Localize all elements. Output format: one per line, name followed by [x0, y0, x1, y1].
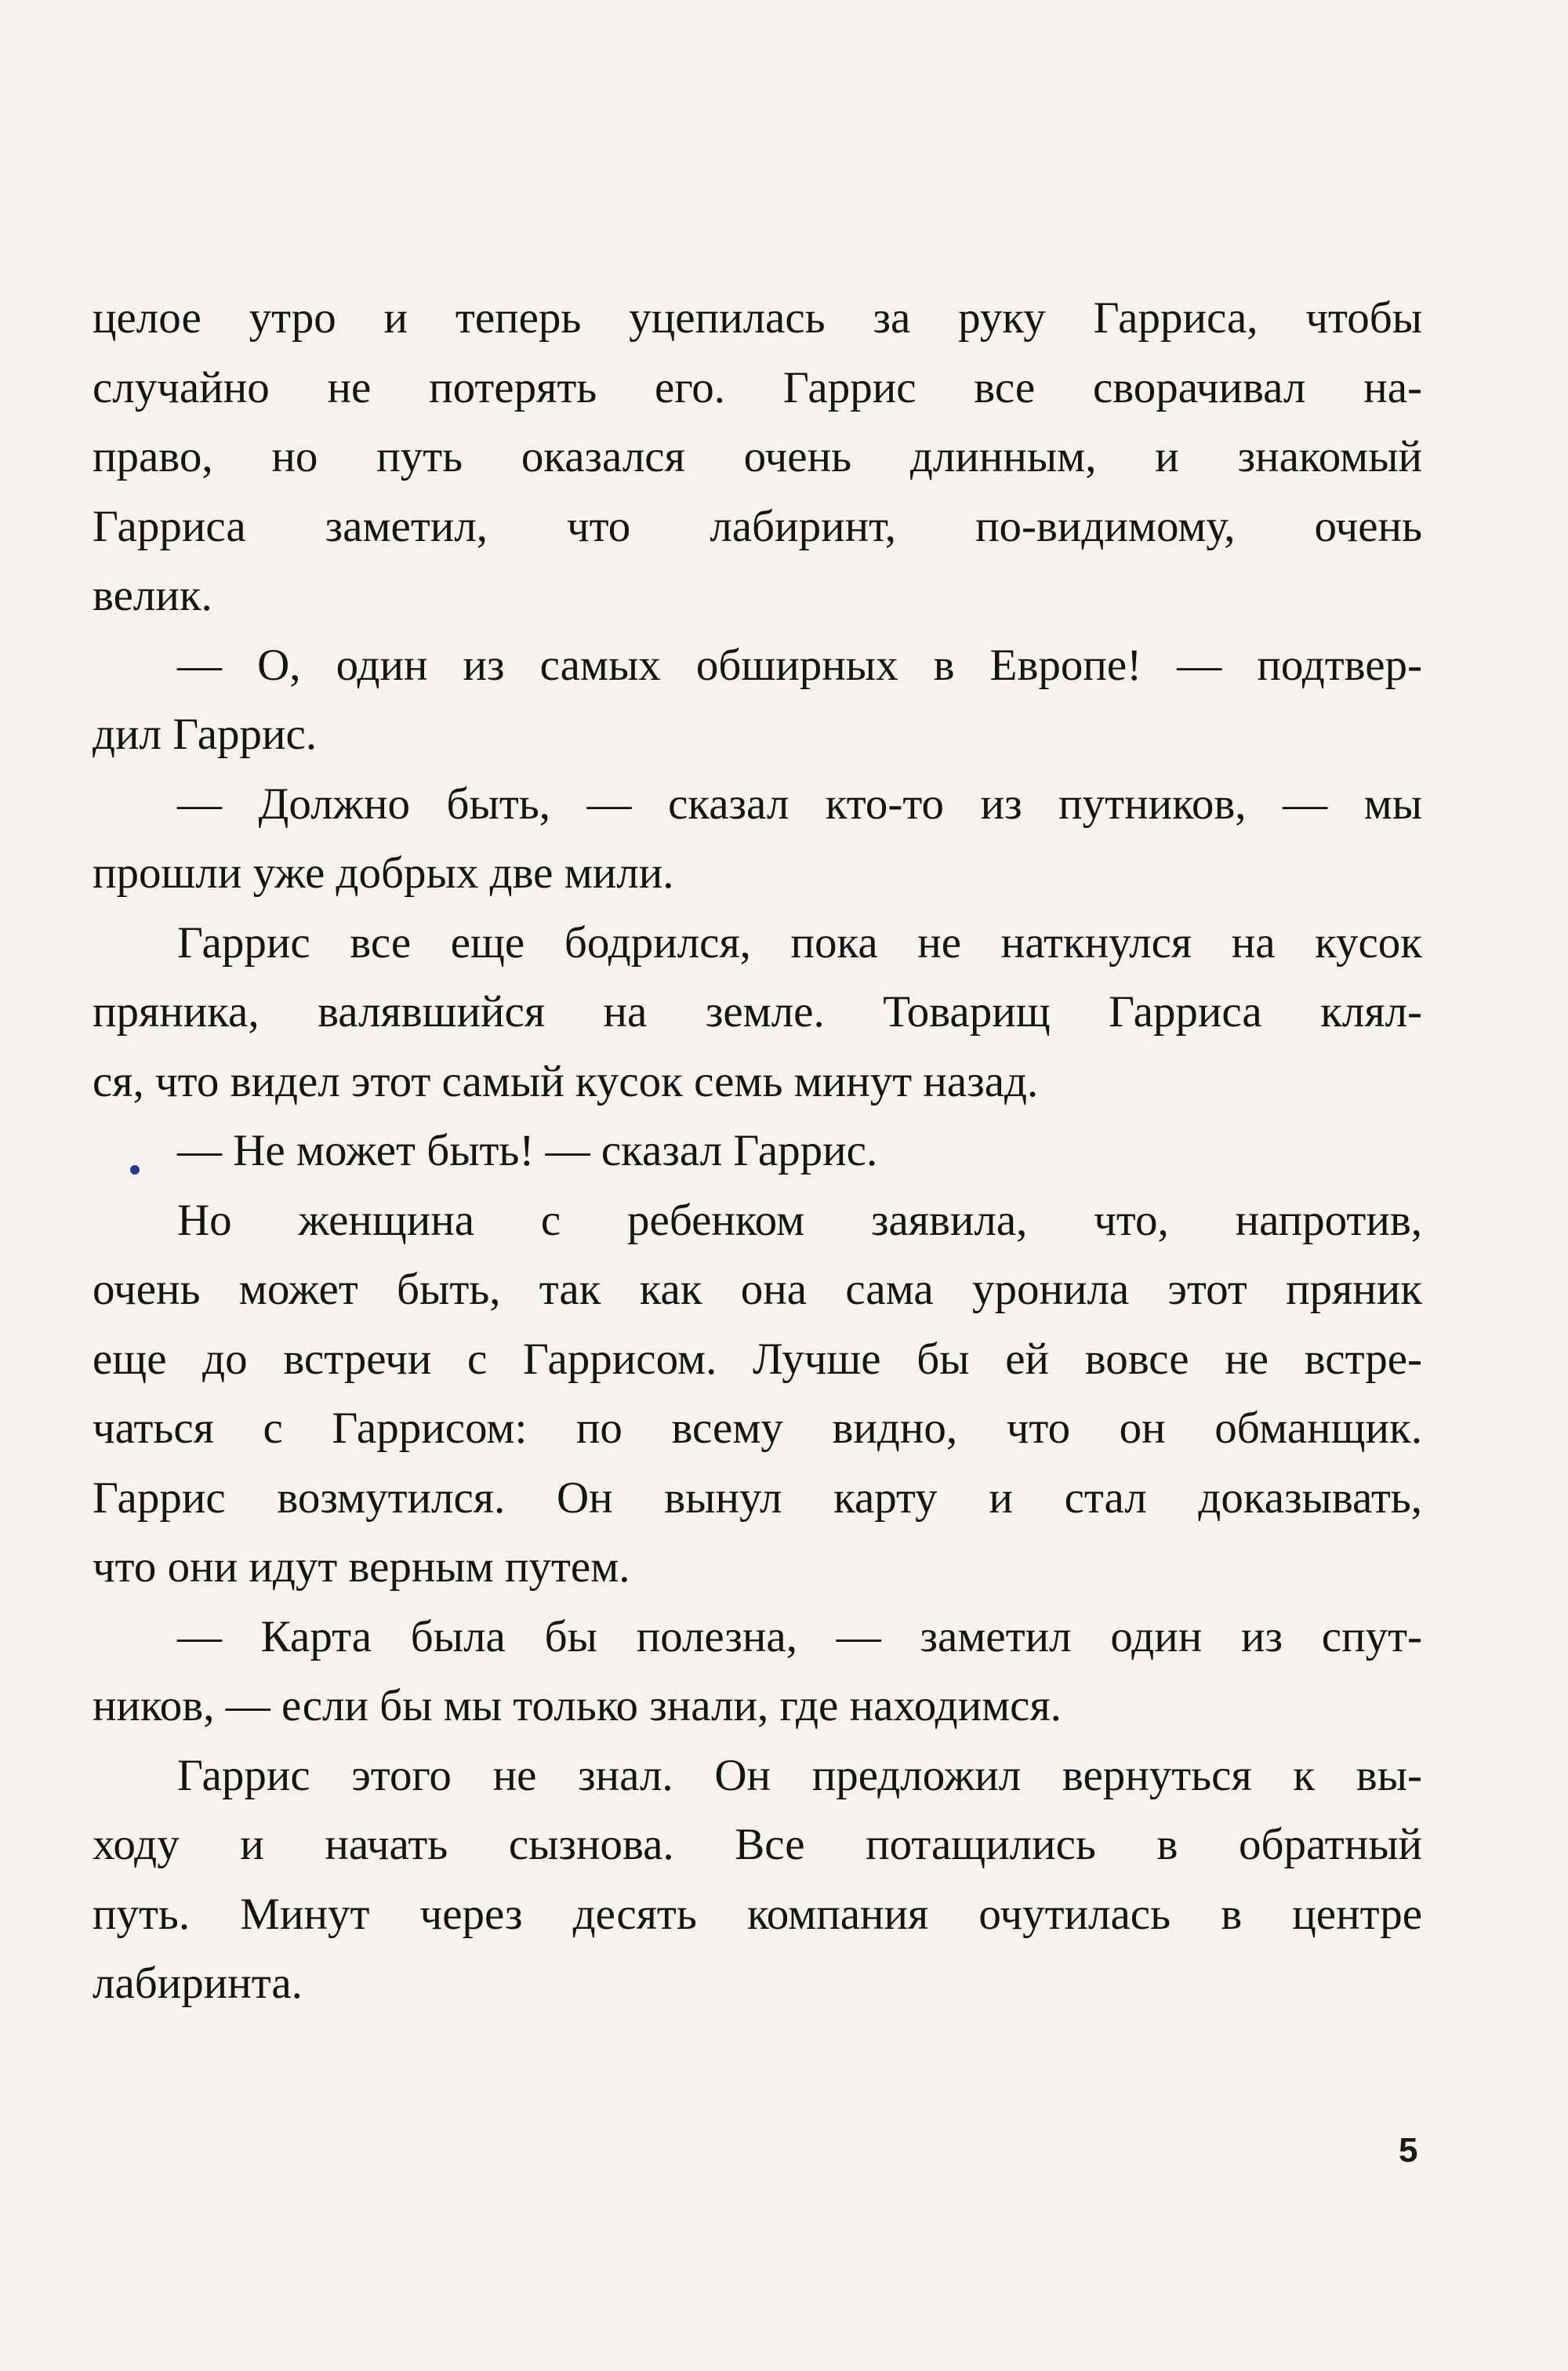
body-text — [93, 284, 1422, 2019]
text-line: — О, один из самых обширных в Европе! — подтвер- — [177, 640, 1422, 690]
text-line: — Не может быть! — сказал Гаррис. — [177, 1126, 878, 1175]
text-line: дил Гаррис. — [93, 710, 318, 759]
text-line: право, но путь оказался очень длинным, и знакомый — [93, 432, 1422, 481]
text-line: Но женщина с ребенком заявила, что, напротив, — [177, 1195, 1422, 1245]
page-number: 5 — [1399, 2131, 1418, 2169]
text-line: случайно не потерять его. Гаррис все сворачивал на- — [93, 362, 1422, 412]
text-line: путь. Минут через десять компания очутилась в центре — [93, 1889, 1422, 1939]
text-line: лабиринта. — [93, 1959, 303, 2008]
text-line: Гаррис все еще бодрился, пока не наткнулся на кусок — [177, 917, 1422, 968]
text-line: ников, — если бы мы только знали, где находимся. — [93, 1681, 1062, 1730]
text-line: прошли уже добрых две мили. — [93, 848, 674, 898]
text-line: что они идут верным путем. — [93, 1542, 630, 1592]
text-line: — Карта была бы полезна, — заметил один из спут- — [177, 1611, 1422, 1661]
text-line: ходу и начать сызнова. Все потащились в обратный — [93, 1820, 1422, 1869]
ink-dot — [130, 1165, 140, 1175]
text-line: велик. — [93, 571, 212, 620]
text-line: Гаррис этого не знал. Он предложил вернуться к вы- — [177, 1750, 1422, 1800]
text-line: — Должно быть, — сказал кто-то из путников, — мы — [177, 779, 1422, 829]
text-line: очень может быть, так как она сама уронила этот пряник — [93, 1265, 1422, 1314]
text-line: еще до встречи с Гаррисом. Лучше бы ей вовсе не встре- — [93, 1334, 1422, 1384]
text-line: Гарриса заметил, что лабиринт, по-видимому, очень — [93, 501, 1422, 551]
text-line: целое утро и теперь уцепилась за руку Гарриса, чтобы — [93, 293, 1422, 343]
text-line: Гаррис возмутился. Он вынул карту и стал доказывать, — [93, 1472, 1422, 1523]
text-line: чаться с Гаррисом: по всему видно, что он обманщик. — [93, 1403, 1422, 1453]
text-line: ся, что видел этот самый кусок семь минут назад. — [93, 1056, 1039, 1106]
text-line: пряника, валявшийся на земле. Товарищ Гарриса клял- — [93, 987, 1422, 1037]
